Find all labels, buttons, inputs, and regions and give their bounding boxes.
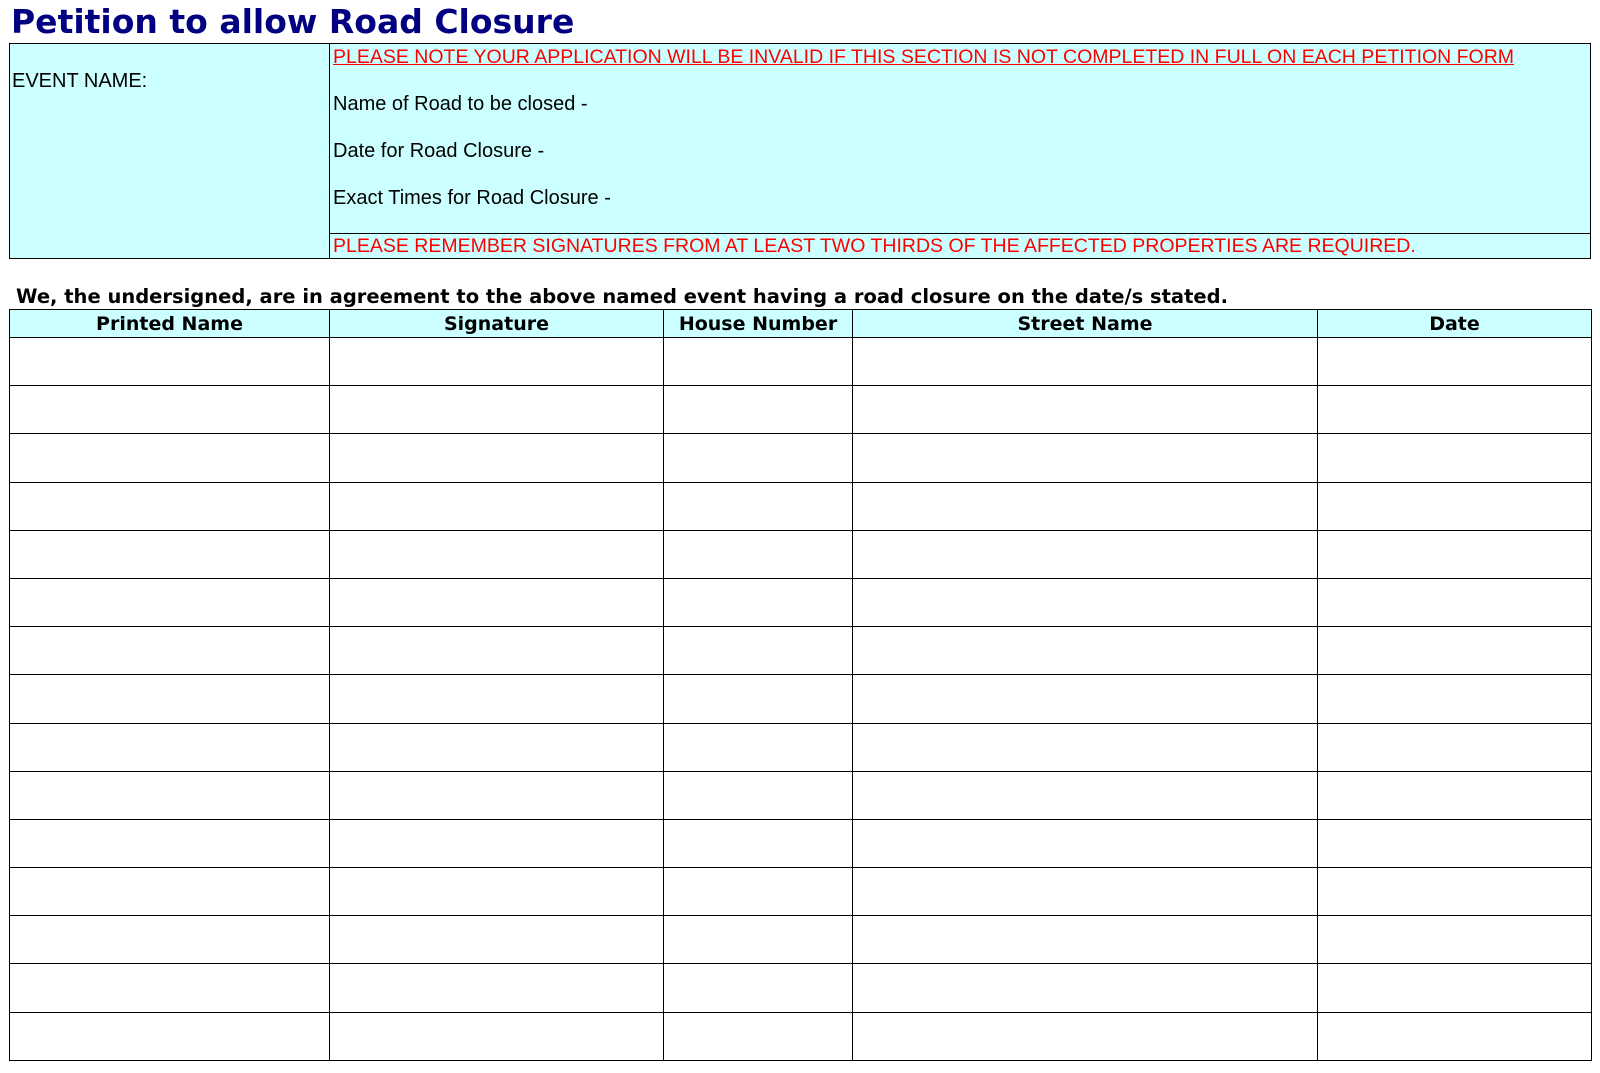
street-name-cell[interactable]: [853, 338, 1318, 386]
signature-cell[interactable]: [330, 338, 664, 386]
date-cell[interactable]: [1318, 1012, 1592, 1060]
signature-cell[interactable]: [330, 771, 664, 819]
closure-date-field[interactable]: Date for Road Closure -: [333, 140, 545, 162]
table-row: [10, 723, 1592, 771]
column-header-printed-name: Printed Name: [10, 310, 330, 338]
road-name-field[interactable]: Name of Road to be closed -: [333, 93, 588, 115]
date-cell[interactable]: [1318, 434, 1592, 482]
table-row: [10, 338, 1592, 386]
signature-rows: [10, 338, 1592, 1061]
house-number-cell[interactable]: [664, 868, 853, 916]
page-title: Petition to allow Road Closure: [11, 2, 575, 41]
date-cell[interactable]: [1318, 530, 1592, 578]
event-name-label: EVENT NAME:: [12, 70, 148, 92]
street-name-cell[interactable]: [853, 723, 1318, 771]
signature-cell[interactable]: [330, 578, 664, 626]
house-number-cell[interactable]: [664, 578, 853, 626]
invalid-application-notice: PLEASE NOTE YOUR APPLICATION WILL BE INVALID IF THIS SECTION IS NOT COMPLETED IN FULL ON EACH PETITION FORM: [333, 46, 1515, 68]
date-cell[interactable]: [1318, 627, 1592, 675]
house-number-cell[interactable]: [664, 916, 853, 964]
street-name-cell[interactable]: [853, 434, 1318, 482]
printed-name-cell[interactable]: [10, 386, 330, 434]
street-name-cell[interactable]: [853, 627, 1318, 675]
street-name-cell[interactable]: [853, 819, 1318, 867]
table-row: [10, 386, 1592, 434]
table-row: [10, 916, 1592, 964]
column-header-street-name: Street Name: [853, 310, 1318, 338]
column-header-house-number: House Number: [664, 310, 853, 338]
street-name-cell[interactable]: [853, 964, 1318, 1012]
house-number-cell[interactable]: [664, 386, 853, 434]
house-number-cell[interactable]: [664, 771, 853, 819]
street-name-cell[interactable]: [853, 771, 1318, 819]
table-row: [10, 627, 1592, 675]
event-info-section: [9, 43, 1591, 259]
signature-cell[interactable]: [330, 868, 664, 916]
signature-cell[interactable]: [330, 1012, 664, 1060]
printed-name-cell[interactable]: [10, 1012, 330, 1060]
printed-name-cell[interactable]: [10, 771, 330, 819]
house-number-cell[interactable]: [664, 482, 853, 530]
road-closure-details: [330, 44, 1590, 258]
house-number-cell[interactable]: [664, 1012, 853, 1060]
date-cell[interactable]: [1318, 386, 1592, 434]
table-row: [10, 482, 1592, 530]
column-header-signature: Signature: [330, 310, 664, 338]
house-number-cell[interactable]: [664, 338, 853, 386]
event-name-cell[interactable]: [10, 44, 330, 258]
printed-name-cell[interactable]: [10, 578, 330, 626]
signature-cell[interactable]: [330, 386, 664, 434]
house-number-cell[interactable]: [664, 819, 853, 867]
table-row: [10, 434, 1592, 482]
signature-cell[interactable]: [330, 434, 664, 482]
street-name-cell[interactable]: [853, 1012, 1318, 1060]
date-cell[interactable]: [1318, 819, 1592, 867]
column-header-date: Date: [1318, 310, 1592, 338]
signature-requirement-notice: PLEASE REMEMBER SIGNATURES FROM AT LEAST TWO THIRDS OF THE AFFECTED PROPERTIES ARE REQUIRED.: [333, 235, 1416, 257]
signature-cell[interactable]: [330, 530, 664, 578]
house-number-cell[interactable]: [664, 675, 853, 723]
date-cell[interactable]: [1318, 723, 1592, 771]
street-name-cell[interactable]: [853, 578, 1318, 626]
date-cell[interactable]: [1318, 482, 1592, 530]
table-row: [10, 964, 1592, 1012]
date-cell[interactable]: [1318, 916, 1592, 964]
signature-cell[interactable]: [330, 819, 664, 867]
date-cell[interactable]: [1318, 338, 1592, 386]
signature-requirement-row: [330, 233, 1590, 258]
house-number-cell[interactable]: [664, 627, 853, 675]
signature-cell[interactable]: [330, 964, 664, 1012]
table-row: [10, 771, 1592, 819]
house-number-cell[interactable]: [664, 723, 853, 771]
printed-name-cell[interactable]: [10, 868, 330, 916]
table-row: [10, 530, 1592, 578]
street-name-cell[interactable]: [853, 482, 1318, 530]
street-name-cell[interactable]: [853, 916, 1318, 964]
agreement-statement: We, the undersigned, are in agreement to the above named event having a road closure on the date/s stated.: [16, 285, 1229, 308]
date-cell[interactable]: [1318, 771, 1592, 819]
signature-cell[interactable]: [330, 916, 664, 964]
signature-cell[interactable]: [330, 482, 664, 530]
table-row: [10, 675, 1592, 723]
closure-times-field[interactable]: Exact Times for Road Closure -: [333, 187, 611, 209]
date-cell[interactable]: [1318, 578, 1592, 626]
date-cell[interactable]: [1318, 868, 1592, 916]
signature-cell[interactable]: [330, 675, 664, 723]
street-name-cell[interactable]: [853, 386, 1318, 434]
printed-name-cell[interactable]: [10, 964, 330, 1012]
table-row: [10, 578, 1592, 626]
table-row: [10, 819, 1592, 867]
printed-name-cell[interactable]: [10, 675, 330, 723]
street-name-cell[interactable]: [853, 530, 1318, 578]
street-name-cell[interactable]: [853, 868, 1318, 916]
printed-name-cell[interactable]: [10, 530, 330, 578]
house-number-cell[interactable]: [664, 434, 853, 482]
printed-name-cell[interactable]: [10, 916, 330, 964]
printed-name-cell[interactable]: [10, 482, 330, 530]
signature-table: [9, 309, 1592, 1061]
house-number-cell[interactable]: [664, 530, 853, 578]
street-name-cell[interactable]: [853, 675, 1318, 723]
house-number-cell[interactable]: [664, 964, 853, 1012]
printed-name-cell[interactable]: [10, 434, 330, 482]
signature-cell[interactable]: [330, 723, 664, 771]
table-header-row: [10, 310, 1592, 338]
table-row: [10, 868, 1592, 916]
printed-name-cell[interactable]: [10, 819, 330, 867]
printed-name-cell[interactable]: [10, 627, 330, 675]
date-cell[interactable]: [1318, 675, 1592, 723]
printed-name-cell[interactable]: [10, 338, 330, 386]
printed-name-cell[interactable]: [10, 723, 330, 771]
date-cell[interactable]: [1318, 964, 1592, 1012]
signature-cell[interactable]: [330, 627, 664, 675]
table-row: [10, 1012, 1592, 1060]
